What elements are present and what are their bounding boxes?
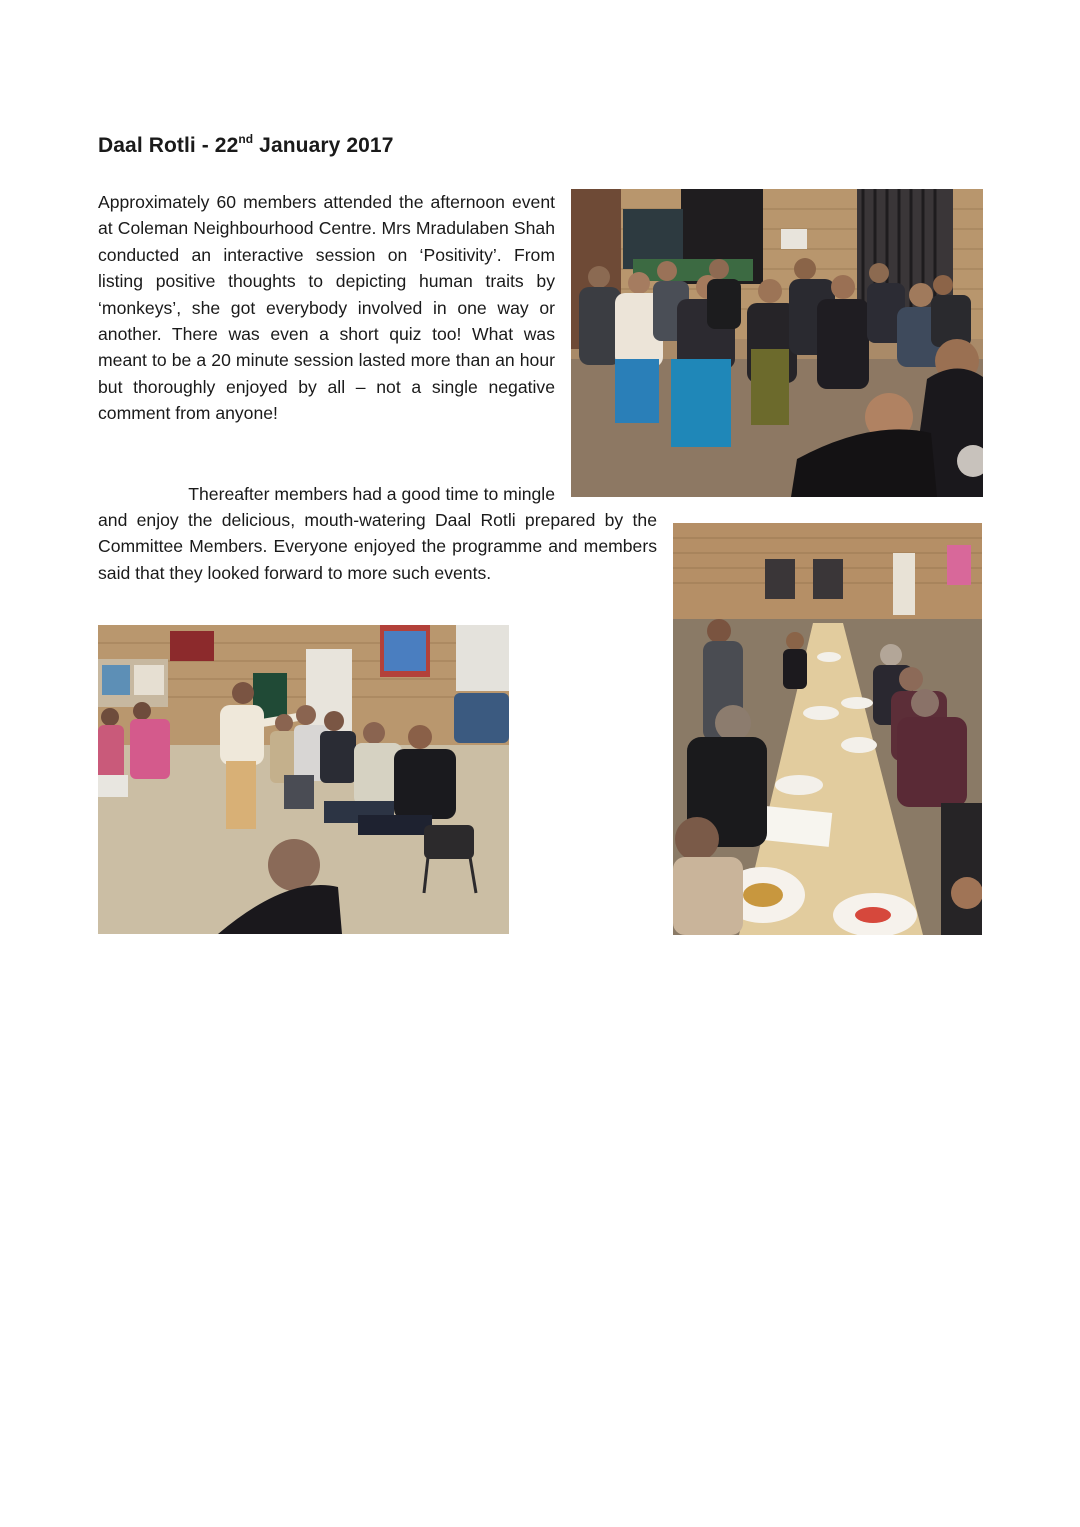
title-date-rest: January 2017 xyxy=(253,134,394,157)
paragraph-intro: Approximately 60 members attended the afternoon event at Coleman Neighbourhood Centre. Mrs Mradulaben Shah conducted an interactive session on ‘Positivity’. From listing positive thoughts to depicting human traits by ‘monkeys’, she got everybody involved in one way or another. There was even a short quiz too! What was meant to be a 20 minute session lasted more than an hour but thoroughly enjoyed by all – not a single negative comment from anyone! xyxy=(98,192,555,424)
paragraph-thereafter: and enjoy the delicious, mouth-watering Daal Rotli prepared by the Committee Members. Everyone enjoyed the programme and members said that they looked forward to more such events. xyxy=(98,510,657,583)
interactive-session-photo xyxy=(98,625,509,934)
seated-audience-photo xyxy=(571,189,983,497)
page-title xyxy=(98,132,393,158)
title-text: Daal Rotli - 22 xyxy=(98,134,239,157)
dining-table-photo xyxy=(673,523,982,935)
paragraph-thereafter-line1: Thereafter members had a good time to mingle xyxy=(188,484,555,504)
title-ordinal-suffix: nd xyxy=(238,132,254,146)
